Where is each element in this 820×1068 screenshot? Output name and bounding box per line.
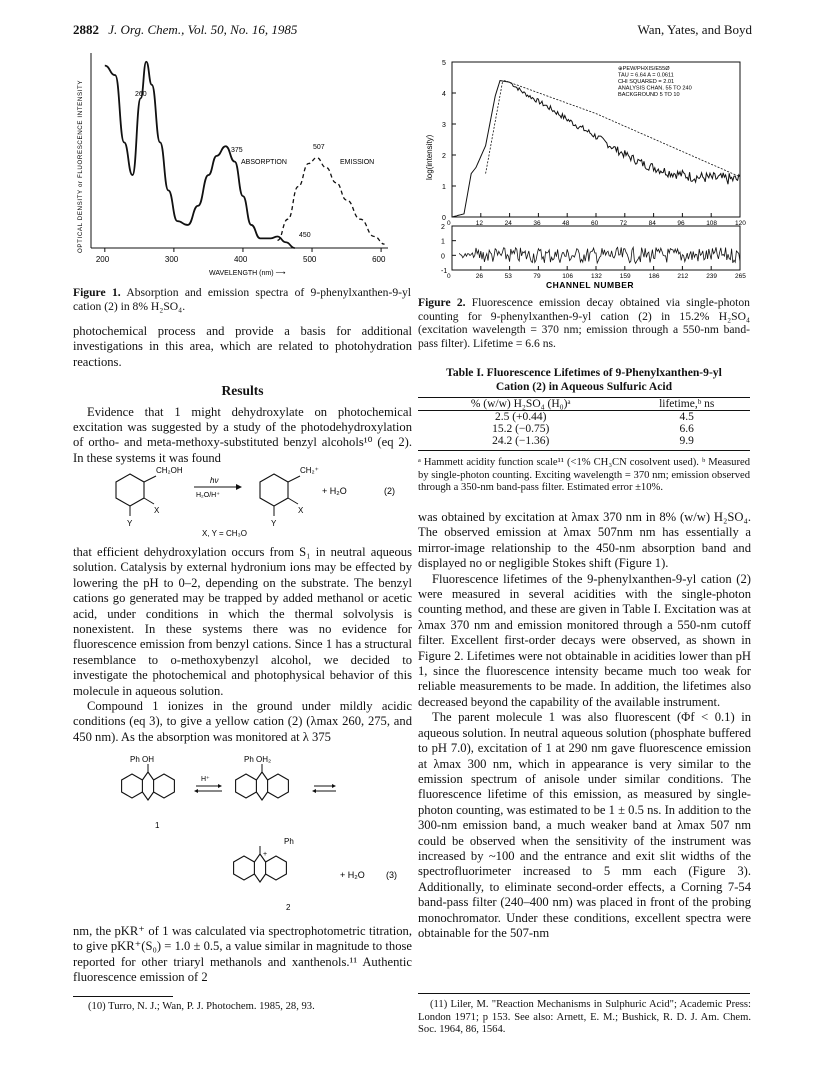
left-column-top (73, 324, 412, 466)
ether-bond (142, 792, 153, 800)
figure1-chart (73, 48, 413, 283)
fit-info-line: ⊕PEW/PHXIS/E55Ø (618, 66, 670, 72)
table-cell: 15.2 (−0.75) (492, 423, 550, 435)
benzene-ring (236, 774, 257, 798)
figure2-caption-label: Figure 2. (418, 296, 466, 309)
fit-info-line: ANALYSIS CHAN. 55 TO 240 (618, 85, 692, 92)
x-tick-label: 265 (735, 273, 746, 280)
x-tick-label: 239 (706, 273, 718, 280)
peak-507-label: 507 (313, 144, 325, 151)
benzene-ring (268, 774, 289, 798)
right-paragraph-2: Fluorescence lifetimes of the 9-phenylxanthen-9-yl cation (2) were measured in several acidities with the single-photon counting method, and these are given in Table I. Excitation was at λmax 370 nm and emission monitored through a 550-nm cutoff filter. Excellent first-order decays were observed, as shown in Figure 2. Lifetimes were not obtainable in acidities lower than pH 1, since the fluorescence intensity became much too weak for reliable measurements to be made. In addition, the lifetimes also decreased beyond the capability of the available instrument. (418, 571, 751, 709)
figure1-caption-label: Figure 1. (73, 286, 121, 299)
x-tick-label: 108 (706, 220, 718, 227)
page-number: 2882 (73, 22, 99, 37)
x-tick-label: 186 (648, 273, 660, 280)
benzene-ring (122, 774, 143, 798)
eq3-h-plus: H⁺ (201, 776, 210, 783)
results-heading: Results (221, 383, 264, 399)
y-tick-label: 2 (442, 153, 446, 160)
table-row (418, 435, 750, 447)
ether-bond (256, 792, 267, 800)
figure2-chart (418, 58, 748, 290)
results-paragraph-3: Compound 1 ionizes in the ground under mildly acidic conditions (eq 3), to give a yellow cation (2) (λmax 260, 275, and 450 nm). As the absorption was monitored at λ 375 (73, 699, 412, 744)
table1-grid (418, 398, 750, 447)
eq2-y-left: Y (127, 519, 133, 528)
figure2-upper-ticks (442, 60, 746, 227)
footnote-11: (11) Liler, M. "Reaction Mechanisms in Sulphuric Acid"; Academic Press: London 1971; p 153. See also: Arnett, E. M.; Bushick, R. D. J. Am. Chem. Soc. 1964, 86, 1564. (418, 999, 751, 1035)
x-tick-label: 106 (562, 273, 574, 280)
table1-title: Table I. Fluorescence Lifetimes of 9-Phenylxanthen-9-yl Cation (2) in Aqueous Sulfuric Acid (446, 366, 722, 393)
right-paragraph-3: The parent molecule 1 was also fluorescent (Φf < 0.1) in aqueous solution. In neutral aqueous solution (phosphate buffered to pH 7.0), excitation of 1 at 290 nm gave fluorescence emission at λmax 300 nm, which in appearance is very similar to the emission spectrum of anisole under similar conditions. The fluorescence lifetime of this emission, as measured by single-photon counting, was estimated to be 1 ± 0.5 ns. In addition to the 300-nm emission band, a much weaker band at λmax 507 nm could be observed when the sensitivity of the instrument was increased by ~100 and the entrance and exit slit widths of the spectrofluorimeter increased to 5 mm each (Figure 3). Additionally, to eliminate second-order effects, a Corning 7-54 band-pass filter (240–400 nm) was placed in front of the probing monochromator. Under these conditions, excellent spectra were obtainable for the 507-nm (418, 710, 751, 940)
x-tick-label: 36 (533, 220, 541, 227)
y-tick-label: 1 (442, 184, 446, 191)
eq3-compound-1: 1 (155, 821, 160, 830)
x-tick-label: 300 (164, 255, 179, 264)
table1-header-acid: % (w/w) H₂SO₄ (H₀)ᵃ (470, 398, 571, 410)
x-tick-label: 600 (372, 255, 386, 264)
left-column-middle (73, 545, 412, 745)
table-cell: 2.5 (+0.44) (494, 411, 547, 423)
table1-footnote: ᵃ Hammett acidity function scale¹¹ (<1% CH₃CN cosolvent used). ᵇ Measured by single-photon counting. Exciting wavelength = 370 nm; emission observed through a 350-nm band-pass filter. Estimated error ±10%. (418, 457, 750, 493)
emission-label: EMISSION (340, 159, 375, 166)
eq3-ph-oh: Ph OH (130, 755, 155, 764)
central-bond (256, 772, 267, 780)
decay-curve (452, 81, 740, 217)
eq3-number: (3) (386, 870, 397, 880)
eq3-ph-oh2: Ph OH₂ (244, 755, 272, 764)
benzene-ring (154, 774, 175, 798)
figure2-fit-info (618, 66, 692, 98)
y-tick-label: 0 (442, 215, 446, 222)
absorption-curve (105, 62, 295, 248)
benzene-ring (266, 856, 287, 880)
absorption-label: ABSORPTION (241, 159, 287, 166)
x-tick-label: 24 (504, 220, 512, 227)
benzene-ring (234, 856, 255, 880)
left-footnote-rule (73, 996, 173, 997)
eq3-water: + H₂O (340, 870, 365, 880)
equation-2 (90, 456, 412, 538)
eq2-number: (2) (384, 486, 395, 496)
table1 (418, 366, 750, 495)
x-tick-label: 60 (591, 220, 599, 227)
eq2-water: + H₂O (322, 486, 347, 496)
table-cell: 9.9 (679, 435, 694, 447)
lamp-profile-curve (486, 81, 740, 177)
eq3-ph: Ph (284, 837, 294, 846)
x-tick-label: 0 (447, 220, 451, 227)
x-tick-label: 48 (562, 220, 570, 227)
results-paragraph-4: nm, the pKR⁺ of 1 was calculated via spectrophotometric titration, to give pKR⁺(S₀) = 1.0 ± 0.5, a value similar in magnitude to those reported for other triaryl methanols and xanthenols.¹¹ Authentic fluorescence emission of 2 (73, 924, 412, 985)
x-tick-label: 400 (233, 255, 248, 264)
right-paragraph-1: was obtained by excitation at λmax 370 nm in 8% (w/w) H₂SO₄. The observed emission at λmax 507nm nm has essentially a mirror-image relationship to the 450-nm absorption band and displayed no or negligible Stokes shift (Figure 1). (418, 510, 751, 571)
eq2-conditions: H₂O/H⁺ (196, 492, 220, 499)
results-paragraph-2: that efficient dehydroxylation occurs from S₁ in neutral aqueous solution. Catalysis by external hydronium ions may be effected by lowering the pH to 0–2, depending on the substrate. The benzyl cations go generated may be trapped by added methanol or acetic acid, under conditions in which the thermal solvolysis is nonexistent. In these systems there was no evidence for fluorescence emission from benzyl cations. Since 1 has a structural resemblance to o-methoxybenzyl alcohol, we decided to investigate the photochemical and photophysical behavior of this molecule in aqueous solution. (73, 545, 412, 698)
x-tick-label: 200 (95, 255, 110, 264)
x-tick-label: 84 (648, 220, 656, 227)
table-row (418, 411, 750, 424)
figure2-xlabel: CHANNEL NUMBER (546, 280, 635, 290)
fit-info-line: TAU = 6.64 A = 0.0611 (618, 72, 674, 79)
left-column-bottom (73, 924, 412, 986)
figure1-xlabel: WAVELENGTH (nm) ⟶ (209, 270, 286, 277)
x-tick-label: 500 (303, 255, 317, 264)
figure2-caption-text: Fluorescence emission decay obtained via single-photon counting for 9-phenylxanthen-9-yl cation (2) in 15.2% H₂SO₄ (excitation wavelength = 370 nm; emission through a 550-nm band-pass filter). Lifetime = 6.6 ns. (418, 296, 750, 350)
fit-info-line: BACKGROUND 5 TO 10 (618, 92, 680, 98)
figure2-lower-ticks (441, 224, 746, 280)
y-tick-label: 2 (441, 224, 445, 231)
author-list: Wan, Yates, and Boyd (637, 22, 752, 37)
eq2-y-right: Y (271, 519, 277, 528)
intro-paragraph: photochemical process and provide a basis for additional investigations in this area, which are related to photohydration reactions. (73, 324, 412, 369)
eq3-compound-2: 2 (286, 903, 291, 912)
footnote-10: (10) Turro, N. J.; Wan, P. J. Photochem. 1985, 28, 93. (88, 1001, 315, 1012)
figure1-ylabel: OPTICAL DENSITY or FLUORESCENCE INTENSITY (77, 79, 84, 253)
x-tick-label: 212 (677, 273, 689, 280)
table-cell: 4.5 (679, 411, 694, 423)
y-tick-label: 0 (441, 253, 445, 261)
x-tick-label: 0 (447, 273, 451, 280)
right-column (418, 510, 751, 941)
eq2-x-left: X (154, 506, 160, 515)
x-tick-label: 79 (533, 273, 541, 280)
right-footnote-rule (418, 993, 750, 994)
figure1-x-ticks (96, 248, 386, 264)
table1-header-lifetime: lifetime,ᵇ ns (659, 398, 715, 410)
eq2-hv: hν (210, 476, 219, 485)
page-header (73, 22, 297, 38)
central-bond (142, 772, 153, 780)
y-tick-label: 4 (442, 91, 446, 98)
fit-info-line: CHI SQUARED = 2.01 (618, 79, 675, 85)
x-tick-label: 96 (677, 220, 685, 227)
y-tick-label: -1 (441, 268, 448, 275)
emission-curve (277, 158, 384, 244)
y-tick-label: 1 (441, 238, 445, 246)
cation-charge: + (263, 851, 268, 858)
journal-citation: J. Org. Chem., Vol. 50, No. 16, 1985 (108, 22, 298, 37)
residuals-trace (459, 247, 740, 263)
eq2-ch2plus: CH₂⁺ (300, 466, 319, 475)
y-tick-label: 3 (442, 122, 446, 129)
figure2-caption (418, 296, 750, 350)
ether-bond (254, 874, 265, 882)
peak-260-label: 260 (135, 91, 147, 98)
peak-450-label: 450 (299, 232, 311, 239)
x-tick-label: 159 (619, 273, 631, 280)
x-tick-label: 132 (591, 273, 602, 280)
table-cell: 24.2 (−1.36) (492, 435, 550, 447)
equation-3 (110, 750, 410, 918)
eq2-ch2oh: CH₂OH (156, 466, 183, 475)
figure1-caption-text: Absorption and emission spectra of 9-phenylxanthen-9-yl cation (2) in 8% H₂SO₄. (73, 286, 412, 313)
table-cell: 6.6 (679, 423, 694, 435)
x-tick-label: 26 (475, 273, 484, 280)
table-row (418, 423, 750, 435)
x-tick-label: 72 (619, 220, 628, 227)
x-tick-label: 12 (475, 220, 484, 227)
x-tick-label: 120 (735, 220, 746, 227)
y-tick-label: 5 (442, 60, 446, 67)
peak-375-label: 375 (231, 147, 243, 154)
figure1-caption (73, 286, 411, 313)
results-paragraph-1: Evidence that 1 might dehydroxylate on photochemical excitation was suggested by a study of the photodehydroxylation of ortho- and meta-methoxy-substituted benzyl alcohols¹⁰ (eq 2). In these systems it was found (73, 404, 412, 465)
x-tick-label: 53 (504, 273, 512, 280)
eq2-substituents: X, Y = CH₃O (202, 529, 247, 538)
figure2-ylabel: log(intensity) (425, 134, 434, 180)
eq2-x-right: X (298, 506, 304, 515)
